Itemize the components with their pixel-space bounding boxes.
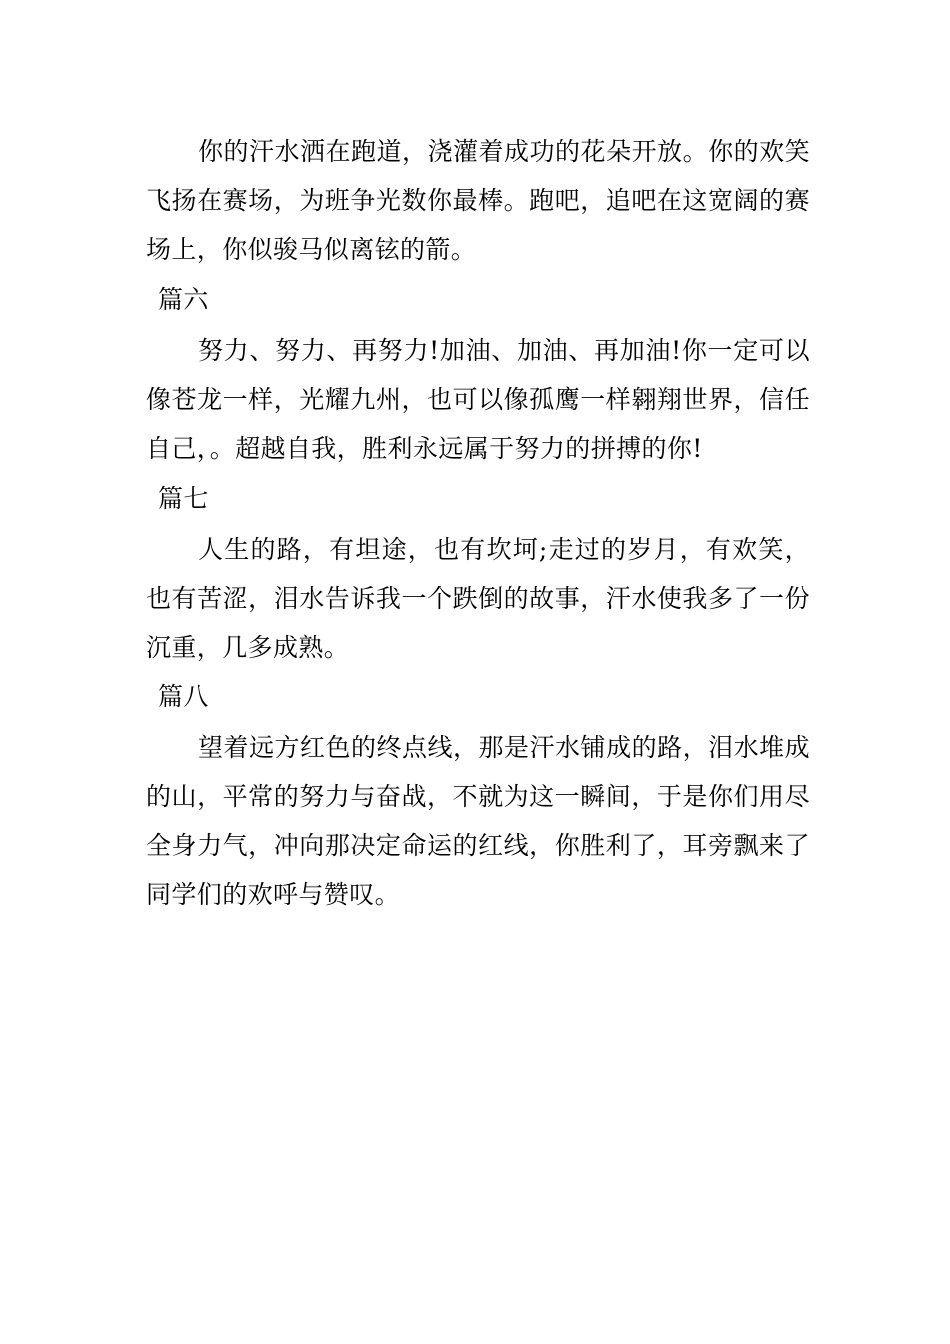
paragraph-2: 努力、努力、再努力!加油、加油、再加油!你一定可以像苍龙一样，光耀九州，也可以像孤鹰一样翱翔世界，信任自己，。超越自我，胜利永远属于努力的拼搏的你! bbox=[146, 336, 810, 463]
paragraph-1: 你的汗水洒在跑道，浇灌着成功的花朵开放。你的欢笑飞扬在赛场，为班争光数你最棒。跑吧，追吧在这宽阔的赛场上，你似骏马似离铉的箭。 bbox=[146, 137, 810, 264]
section-heading-8: 篇八 bbox=[158, 682, 209, 711]
paragraph-4: 望着远方红色的终点线，那是汗水铺成的路，泪水堆成的山，平常的努力与奋战，不就为这一瞬间，于是你们用尽全身力气，冲向那决定命运的红线，你胜利了，耳旁飘来了同学们的欢呼与赞叹。 bbox=[146, 733, 810, 909]
section-heading-6: 篇六 bbox=[158, 285, 209, 314]
paragraph-3: 人生的路，有坦途，也有坎坷;走过的岁月，有欢笑，也有苦涩，泪水告诉我一个跌倒的故事，汗水使我多了一份沉重，几多成熟。 bbox=[146, 535, 810, 662]
section-heading-7: 篇七 bbox=[158, 484, 209, 513]
